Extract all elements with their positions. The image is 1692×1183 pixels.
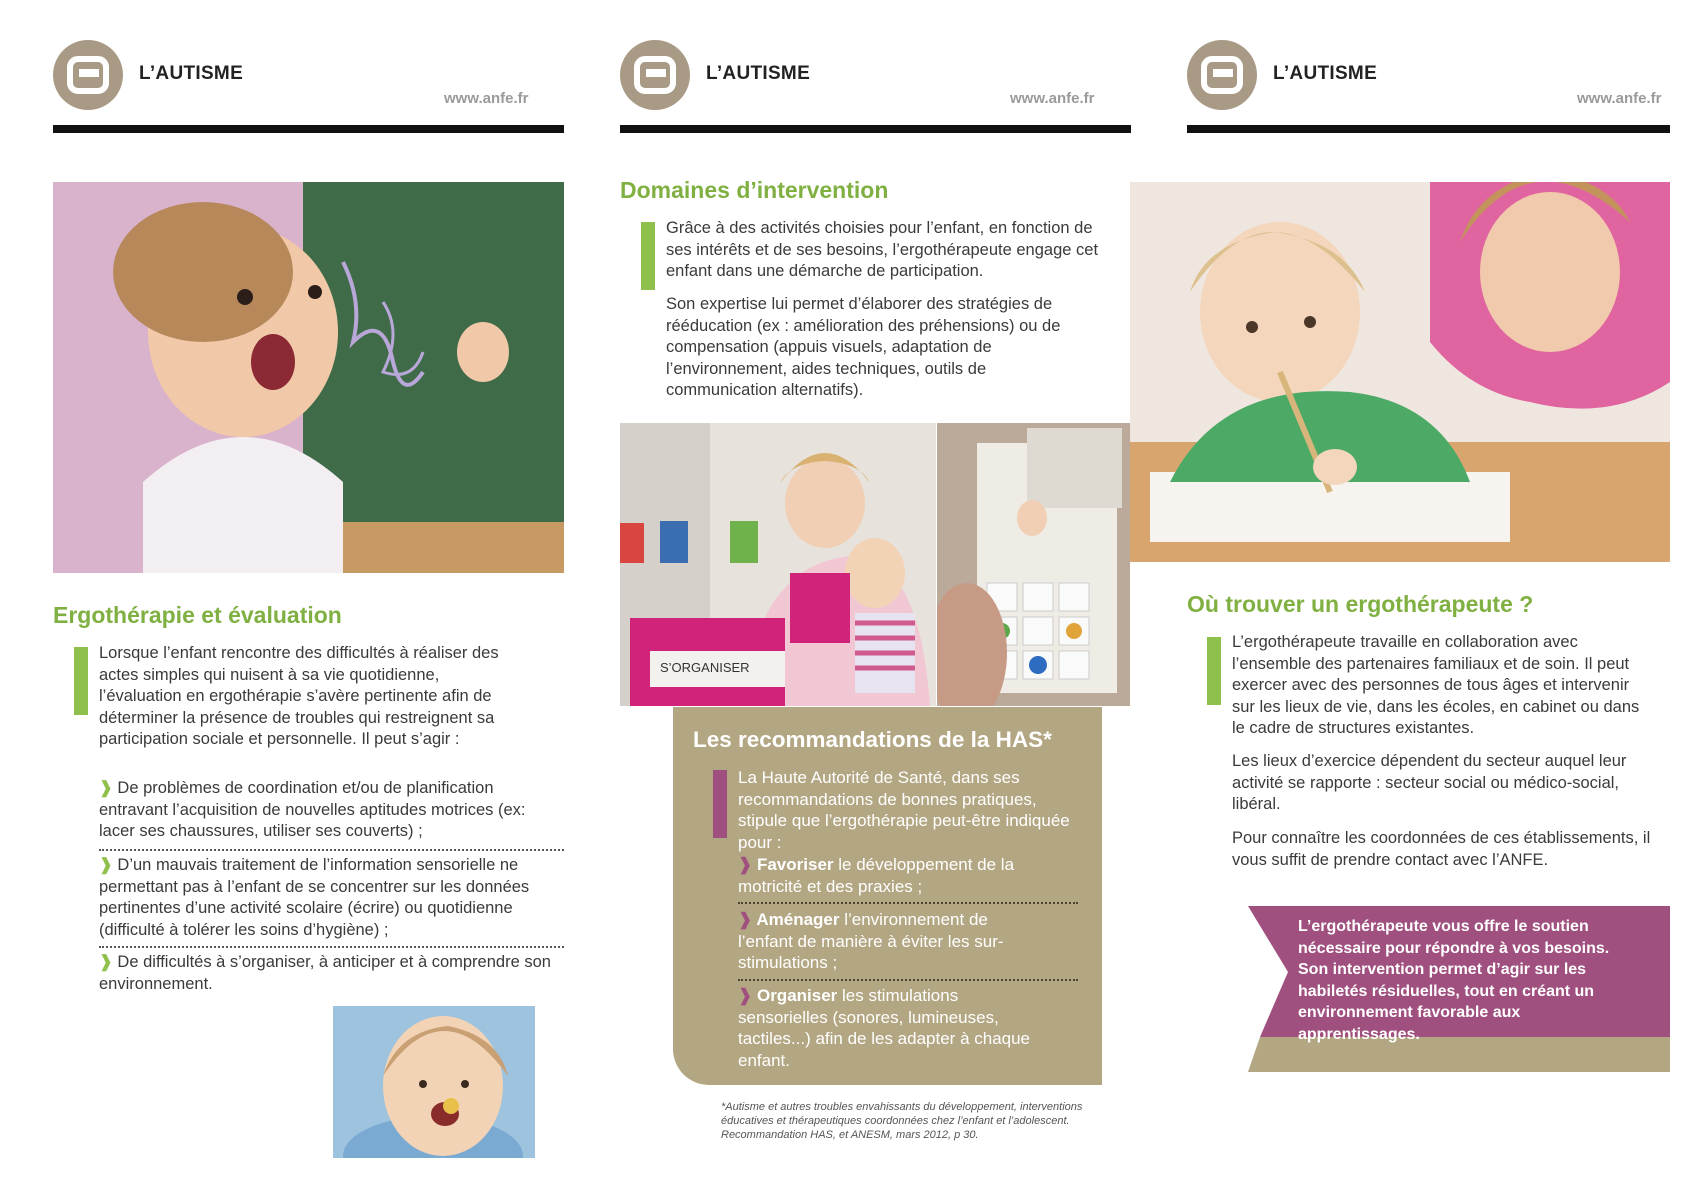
has-accent-bar xyxy=(713,770,727,838)
header-rule xyxy=(1187,125,1670,133)
has-item-1: ❱ Favoriser le développement de la motricité et des praxies ; xyxy=(738,855,1015,896)
evaluation-bullet-2: ❱ D’un mauvais traitement de l’information sensorielle ne permettant pas à l’enfant de se concentrer sur les données pertinentes d’une activité scolaire (écrire) ou quotidienne (difficulté à tolérer les soins d’hygiène) ; xyxy=(99,856,530,939)
evaluation-bullet-1: ❱ De problèmes de coordination et/ou de planification entravant l’acquisition de nouvelles aptitudes motrices (ex: lacer ses chaussures, utiliser ses couverts) ; xyxy=(99,779,526,840)
support-callout xyxy=(1248,906,1670,1072)
footnote: *Autisme et autres troubles envahissants du développement, interventions éducatives et thérapeutiques coordonnées chez l’enfant et l’adolescent. Recommandation HAS, et ANESM, mars 2012, p 30. xyxy=(721,1101,1083,1141)
dotted-divider xyxy=(738,902,1078,904)
accent-bar xyxy=(1207,637,1221,705)
photo-pictogram-board xyxy=(937,423,1130,706)
ou-trouver-para-3: Pour connaître les coordonnées de ces établissements, il vous suffit de prendre contact avec l’ANFE. xyxy=(1232,829,1651,869)
has-item-2: ❱ Aménager l’environnement de l’enfant de manière à éviter les sur-stimulations ; xyxy=(738,910,1004,972)
photo-child-eating xyxy=(333,1006,535,1158)
site-url[interactable]: www.anfe.fr xyxy=(1577,90,1662,107)
anfe-logo xyxy=(53,40,123,110)
dotted-divider xyxy=(99,946,564,948)
evaluation-intro: Lorsque l’enfant rencontre des difficultés à réaliser des actes simples qui nuisent à sa vie quotidienne, l’évaluation en ergothérapie s’avère pertinente afin de déterminer la présence de troubles qui restreignent sa participation sociale et personnelle. Il peut s’agir : xyxy=(99,644,499,748)
section-title-domaines: Domaines d’intervention xyxy=(620,177,889,203)
header-rule xyxy=(53,125,564,133)
brand-title: L’AUTISME xyxy=(1273,63,1378,84)
chevron-right-icon: ❱ xyxy=(738,910,757,929)
has-title: Les recommandations de la HAS* xyxy=(693,727,1052,752)
domaines-para-2: Son expertise lui permet d’élaborer des stratégies de rééducation (ex : amélioration des préhensions) ou de compensation (appuis visuels, adaptation de l’environnement, aides techniques, outils de communication alternatifs). xyxy=(666,295,1061,399)
accent-bar xyxy=(641,222,655,290)
site-url[interactable]: www.anfe.fr xyxy=(444,90,529,107)
chevron-right-icon: ❱ xyxy=(99,779,118,797)
ou-trouver-para-2: Les lieux d’exercice dépendent du secteur auquel leur activité se rapporte : secteur social ou médico-social, libéral. xyxy=(1232,752,1627,813)
anfe-logo xyxy=(620,40,690,110)
anfe-logo xyxy=(1187,40,1257,110)
header-rule xyxy=(620,125,1131,133)
box-label: S’ORGANISER xyxy=(660,660,750,675)
site-url[interactable]: www.anfe.fr xyxy=(1010,90,1095,107)
accent-bar xyxy=(74,647,88,715)
has-recommendations-box xyxy=(673,707,1102,1085)
section-title-evaluation: Ergothérapie et évaluation xyxy=(53,602,342,628)
chevron-right-icon: ❱ xyxy=(738,986,757,1005)
has-item-3: ❱ Organiser les stimulations sensorielles (sonores, lumineuses, tactiles...) afin de les adapter à chaque enfant. xyxy=(738,986,1031,1070)
chevron-right-icon: ❱ xyxy=(99,856,118,874)
domaines-para-1: Grâce à des activités choisies pour l’enfant, en fonction de ses intérêts et de ses besoins, l’ergothérapeute engage cet enfant dans une démarche de participation. xyxy=(666,219,1099,280)
callout-text: L’ergothérapeute vous offre le soutien nécessaire pour répondre à vos besoins. Son intervention permet d’agir sur les habiletés résiduelles, tout en créant un environnement favorable aux apprentissages. xyxy=(1298,918,1610,1043)
dotted-divider xyxy=(99,849,564,851)
ou-trouver-para-1: L’ergothérapeute travaille en collaboration avec l’ensemble des partenaires familiaux et de soin. Il peut exercer avec des personnes de tous âges et intervenir sur les lieux de vie, dans les écoles, en cabinet ou dans le cadre de structures existantes. xyxy=(1232,633,1640,737)
dotted-divider xyxy=(738,979,1078,981)
chevron-right-icon: ❱ xyxy=(738,855,757,874)
photo-mother-child-organizing xyxy=(620,423,936,706)
photo-mother-daughter-drawing xyxy=(1130,182,1670,562)
brand-title: L’AUTISME xyxy=(706,63,811,84)
has-intro: La Haute Autorité de Santé, dans ses recommandations de bonnes pratiques, stipule que l’ergothérapie peut-être indiquée pour : xyxy=(738,768,1070,852)
brand-title: L’AUTISME xyxy=(139,63,244,84)
photo-girl-chalkboard xyxy=(53,182,564,573)
evaluation-bullet-3: ❱ De difficultés à s’organiser, à anticiper et à comprendre son environnement. xyxy=(99,953,551,993)
section-title-ou-trouver: Où trouver un ergothérapeute ? xyxy=(1187,591,1534,617)
chevron-right-icon: ❱ xyxy=(99,953,118,971)
